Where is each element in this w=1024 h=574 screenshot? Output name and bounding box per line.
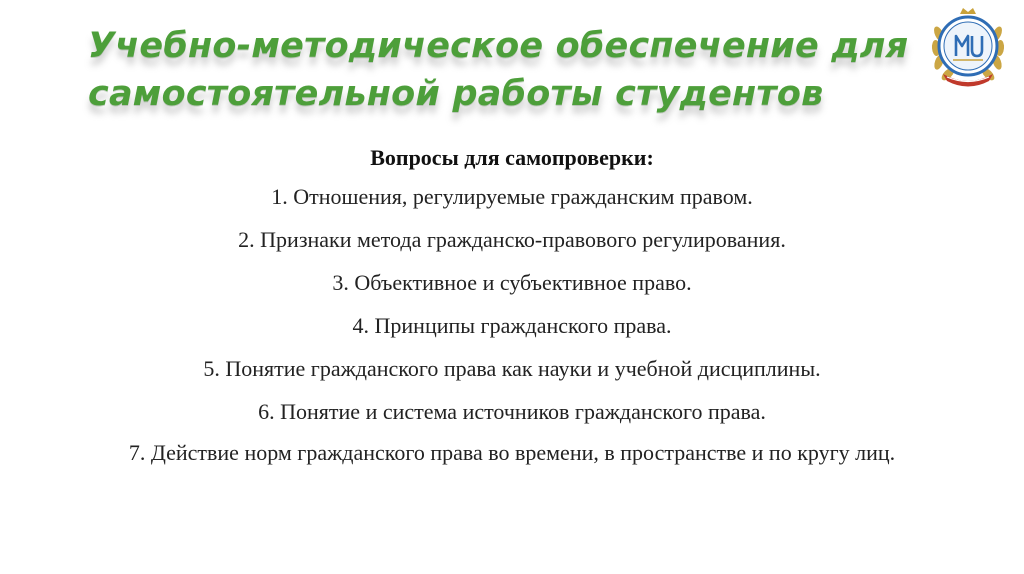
questions-block	[20, 144, 1004, 482]
slide-title-line-2: самостоятельной работы студентов	[88, 74, 824, 114]
slide-title	[88, 22, 928, 118]
question-item: 4. Принципы гражданского права.	[352, 313, 672, 338]
question-item: 1. Отношения, регулируемые гражданским правом.	[271, 184, 753, 209]
questions-heading: Вопросы для самопроверки:	[370, 145, 654, 170]
question-item: 6. Понятие и система источников гражданского права.	[258, 399, 766, 424]
question-item: 5. Понятие гражданского права как науки и учебной дисциплины.	[203, 356, 821, 381]
question-item: 3. Объективное и субъективное право.	[332, 270, 692, 295]
question-item: 7. Действие норм гражданского права во времени, в пространстве и по кругу лиц.	[128, 440, 896, 465]
question-item: 2. Признаки метода гражданско-правового регулирования.	[238, 227, 786, 252]
university-emblem-icon	[929, 4, 1007, 88]
slide-title-line-1: Учебно-методическое обеспечение для	[88, 26, 909, 66]
